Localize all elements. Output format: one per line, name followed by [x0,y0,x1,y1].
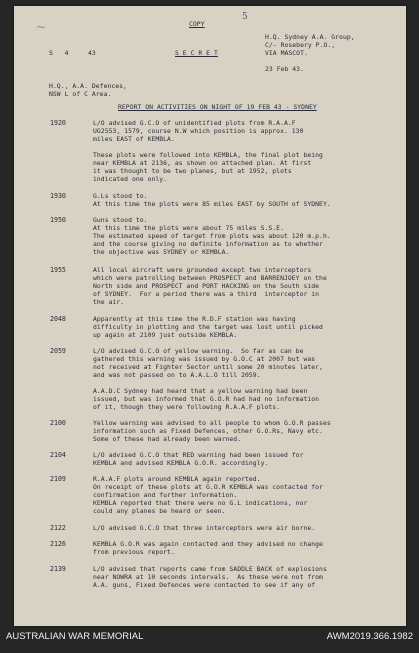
entry-line: On receipt of these plots at G.O.R KEMBLA was contacted for [93,483,323,491]
entry-line: near KEMBLA at 2136, as shown on attached plan. At first [93,159,312,167]
entry-time: 2122 [50,524,66,532]
entry-time: 2126 [50,540,66,548]
entry-line: L/O advised that reports came from SADDLE BACK of explosions [93,565,327,573]
entry-line: G.Ls stood to. [93,192,148,200]
entry-time: 1930 [50,192,66,200]
entry-line: of SYDNEY. For a period there was a third interceptor in [93,290,320,298]
entry-time: 2139 [50,565,66,573]
entry-line: it was thought to be two planes, but at 1952, plots [93,167,292,175]
document-page [14,6,406,626]
reference-number: S 4 43 [49,49,96,57]
copy-label: COPY [189,20,205,28]
entry-line: the air. [93,298,125,306]
entry-line: of it, though they were following R.A.A.F plots. [93,403,281,411]
footer-collection-name: AUSTRALIAN WAR MEMORIAL [6,631,144,642]
entry-line: The estimated speed of target from plots was about 120 m.p.h. [93,232,331,240]
recipient-line: NSW L of C Area. [49,90,112,98]
entry-line: gathered this warning was issued by G.O.C at 2007 but was [93,355,316,363]
entry-line: could any planes be heard or seen. [93,507,226,515]
entry-line: which were patrolling between PROSPECT and BARRENJOEY on the [93,274,327,282]
entry-time: 2048 [50,315,66,323]
entry-line: difficulty in plotting and the target was lost until picked [93,323,323,331]
entry-line: not received at Fighter Sector until some 20 minutes later, [93,363,323,371]
sender-line: C/- Rosebery P.O., [265,41,336,49]
entry-time: 1955 [50,266,66,274]
entry-line: up again at 2109 just outside KEMBLA. [93,331,238,339]
entry-line: issued, but was informed that G.O.R had had no information [93,395,320,403]
footer-item-id: AWM2019.366.1982 [326,631,413,642]
entry-line: All local aircraft were grounded except two interceptors [93,266,312,274]
entry-line: Apparently at this time the R.D.F station was having [93,315,296,323]
entry-line: A.A.D.C Sydney had heard that a yellow warning had been [93,387,308,395]
entry-time: 2100 [50,419,66,427]
sender-line: VIA MASCOT. [265,49,308,57]
handwritten-tick-mark: ~ [36,20,47,34]
entry-time: 2104 [50,451,66,459]
entry-line: L/O advised G.C.O of unidentified plots from R.A.A.F [93,119,296,127]
entry-line: North side and PROSPECT and PORT HACKING on the South side [93,282,320,290]
entry-line: Yellow warning was advised to all people to whom G.O.R passes [93,419,331,427]
entry-line: Guns stood to. [93,216,148,224]
entry-line: A.A. guns, Fixed Defences were contacted to see if any of [93,581,316,589]
entry-line: near NOWRA at 10 seconds intervals. As these were not from [93,573,323,581]
entry-time: 1920 [50,119,66,127]
entry-line: indicated one only. [93,175,168,183]
entry-line: KEMBLA reported that there were no G.L indications, nor [93,499,308,507]
entry-line: At this time the plots were about 75 miles S.S.E. [93,224,284,232]
entry-line: R.A.A.F plots around KEMBLA again reported. [93,475,261,483]
entry-line: the objective was SYDNEY or KEMBLA. [93,248,230,256]
entry-line: miles EAST of KEMBLA. [93,135,175,143]
entry-line: and the course giving no definite information as to whether [93,240,323,248]
entry-line: At this time the plots were 85 miles EAST by SOUTH of SYDNEY. [93,200,331,208]
entry-time: 2059 [50,347,66,355]
entry-time: 2109 [50,475,66,483]
entry-line: L/O advised G.C.O that three interceptors were air borne. [93,524,316,532]
entry-line: confirmation and further information. [93,491,238,499]
handwritten-page-mark: 5 [242,12,248,22]
report-title: REPORT ON ACTIVITIES ON NIGHT OF 19 FEB 43 - SYDNEY [118,103,317,111]
entry-line: These plots were followed into KEMBLA, the final plot being [93,151,323,159]
entry-line: from previous report. [93,548,175,556]
sender-line: H.Q. Sydney A.A. Group, [265,33,355,41]
entry-line: Some of these had already been warned. [93,435,242,443]
entry-line: and was not passed on to A.A.L.O till 2059. [93,371,261,379]
entry-line: KEMBLA G.O.R was again contacted and they advised no change [93,540,323,548]
secret-label: S E C R E T [175,49,218,57]
recipient-line: H.Q., A.A. Defences, [49,82,127,90]
entry-line: information such as Fixed Defences, other G.O.Rs, Navy etc. [93,427,323,435]
entry-time: 1950 [50,216,66,224]
document-date: 23 Feb 43. [265,65,304,73]
entry-line: L/O advised G.C.O of yellow warning. So far as can be [93,347,304,355]
entry-line: UG2553, 1579, course N.W which position is approx. 130 [93,127,304,135]
entry-line: L/O advised G.C.O that RED warning had been issued for [93,451,304,459]
entry-line: KEMBLA and advised KEMBLA G.O.R. accordingly. [93,459,269,467]
